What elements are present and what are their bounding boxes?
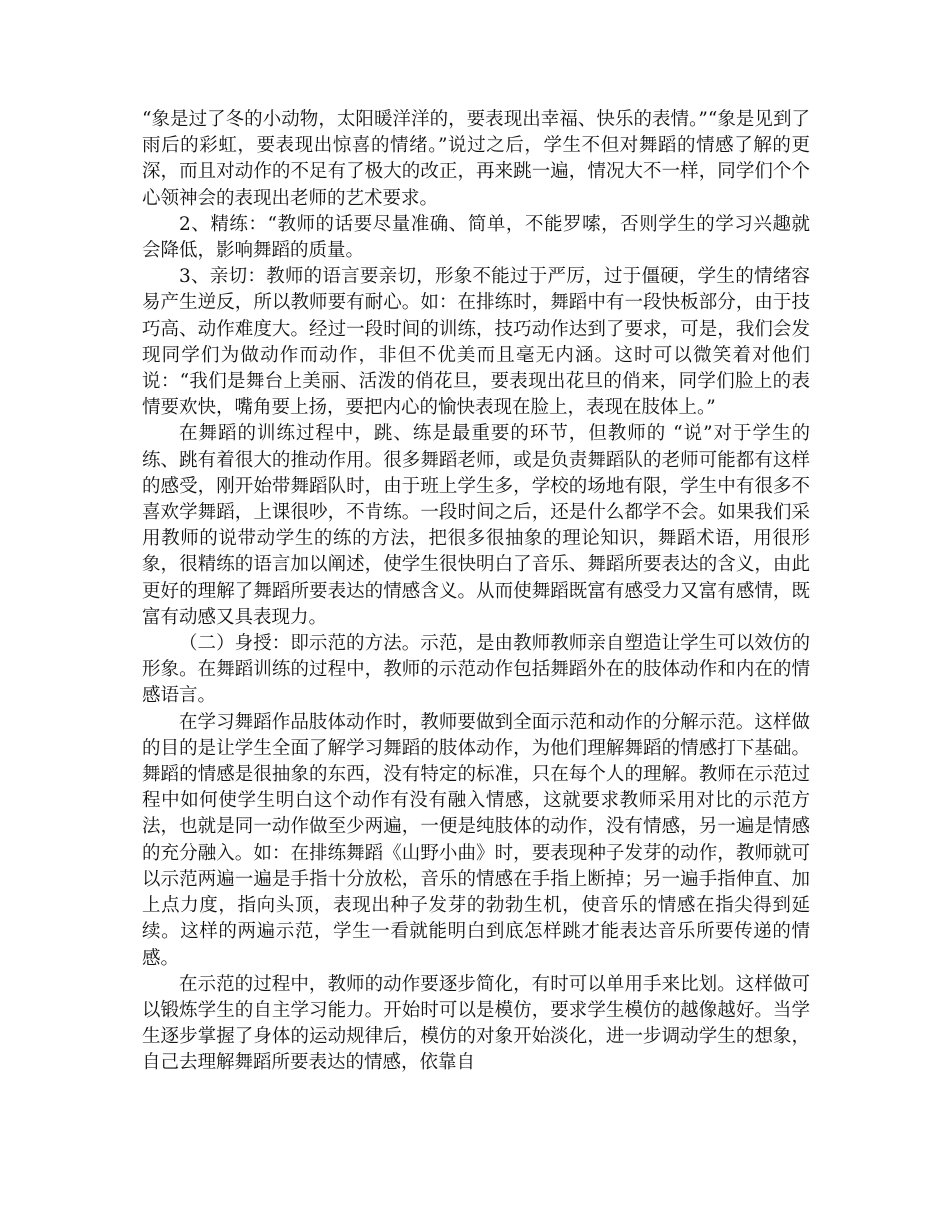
paragraph-7: 在示范的过程中，教师的动作要逐步简化，有时可以单用手来比划。这样做可以锻炼学生的自主学习能力。开始时可以是模仿，要求学生模仿的越像越好。当学生逐步掌握了身体的运动规律后，模仿的对象开始淡化，进一步调动学生的想象，自己去理解舞蹈所要表达的情感，依靠自 [142,973,810,1074]
document-body [142,107,810,1077]
paragraph-6: 在学习舞蹈作品肢体动作时，教师要做到全面示范和动作的分解示范。这样做的目的是让学生全面了解学习舞蹈的肢体动作，为他们理解舞蹈的情感打下基础。舞蹈的情感是很抽象的东西，没有特定的标准，只在每个人的理解。教师在示范过程中如何使学生明白这个动作有没有融入情感，这就要求教师采用对比的示范方法，也就是同一动作做至少两遍，一便是纯肢体的动作，没有情感，另一遍是情感的充分融入。如：在排练舞蹈《山野小曲》时，要表现种子发芽的动作，教师就可以示范两遍一遍是手指十分放松，音乐的情感在手指上断掉；另一遍手指伸直、加上点力度，指向头顶，表现出种子发芽的勃勃生机，使音乐的情感在指尖得到延续。这样的两遍示范，学生一看就能明白到底怎样跳才能表达音乐所要传递的情感。 [142,711,810,969]
paragraph-1: “象是过了冬的小动物，太阳暖洋洋的，要表现出幸福、快乐的表情。”“象是见到了雨后的彩虹，要表现出惊喜的情绪。”说过之后，学生不但对舞蹈的情感了解的更深，而且对动作的不足有了极大的改正，再来跳一遍，情况大不一样，同学们个个心领神会的表现出老师的艺术要求。 [142,109,810,209]
paragraph-5: （二）身授：即示范的方法。示范，是由教师教师亲自塑造让学生可以效仿的形象。在舞蹈训练的过程中，教师的示范动作包括舞蹈外在的肢体动作和内在的情 感语言。 [142,633,810,707]
paragraph-2: 2、精练：“教师的话要尽量准确、简单，不能罗嗦，否则学生的学习兴趣就会降低，影响舞蹈的质量。 [142,213,810,262]
paragraph-3: 3、亲切：教师的语言要亲切，形象不能过于严厉，过于僵硬，学生的情绪容易产生逆反，所以教师要有耐心。如：在排练时，舞蹈中有一段快板部分，由于技巧高、动作难度大。经过一段时间的训练，技巧动作达到了要求，可是，我们会发现同学们为做动作而动作，非但不优美而且毫无内涵。这时可以微笑着对他们说：“我们是舞台上美丽、活泼的俏花旦，要表现出花旦的俏来，同学们脸上的表情要欢快，嘴角要上扬，要把内心的愉快表现在脸上，表现在肢体上。” [142,266,810,419]
paragraph-4: 在舞蹈的训练过程中，跳、练是最重要的环节，但教师的 “说”对于学生的练、跳有着很大的推动作用。很多舞蹈老师，或是负责舞蹈队的老师可能都有这样的感受，刚开始带舞蹈队时，由于班上学生多，学校的场地有限，学生中有很多不喜欢学舞蹈，上课很吵，不肯练。一段时间之后，还是什么都学不会。如果我们采用教师的说带动学生的练的方法，把很多很抽象的理论知识，舞蹈术语，用很形象，很精练的语言加以阐述，使学生很快明白了音乐、舞蹈所要表达的含义，由此更好的理解了舞蹈所要表达的情感含义。从而使舞蹈既富有感受力又富有感情，既富有动感又具表现力。 [142,423,810,628]
